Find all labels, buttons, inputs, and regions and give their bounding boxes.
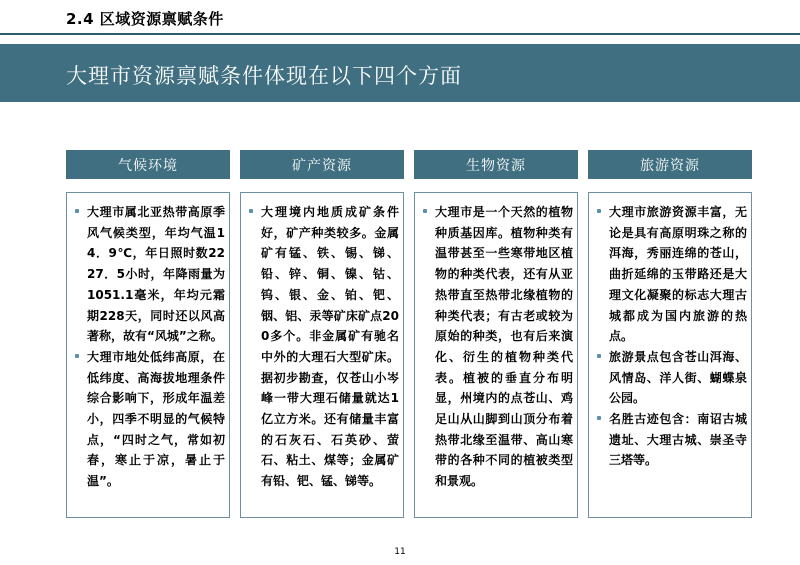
column-header: 矿产资源 bbox=[240, 150, 404, 179]
column-climate bbox=[66, 150, 230, 518]
column-header: 生物资源 bbox=[414, 150, 578, 179]
section-title: 2.4 区域资源禀赋条件 bbox=[66, 10, 224, 28]
item-text: 大理市属北亚热带高原季风气候类型，年均气温14．9℃，年日照时数2227．5小时，年降雨量为1051.1毫米，年均元霜期228天，同时还以风高著称，故有“风城”之称。 bbox=[87, 205, 225, 344]
list-item bbox=[593, 409, 747, 471]
column-biology bbox=[414, 150, 578, 518]
bullet-icon bbox=[75, 209, 79, 213]
title-banner bbox=[0, 44, 800, 102]
bullet-icon bbox=[249, 209, 253, 213]
column-header: 旅游资源 bbox=[588, 150, 752, 179]
item-text: 大理市旅游资源丰富，无论是具有高原明珠之称的洱海，秀丽连绵的苍山，曲折延绵的玉带路还是大理文化凝聚的标志大理古城都成为国内旅游的热点。 bbox=[609, 205, 747, 344]
page-number: 11 bbox=[394, 547, 406, 557]
list-item bbox=[71, 202, 225, 347]
bullet-icon bbox=[597, 209, 601, 213]
column-tourism bbox=[588, 150, 752, 518]
list-item bbox=[419, 202, 573, 492]
top-divider bbox=[0, 33, 800, 35]
column-body bbox=[240, 192, 404, 518]
item-text: 名胜古迹包含：南诏古城遗址、大理古城、崇圣寺三塔等。 bbox=[609, 412, 747, 468]
column-header: 气候环境 bbox=[66, 150, 230, 179]
column-body bbox=[588, 192, 752, 518]
column-body bbox=[66, 192, 230, 518]
list-item bbox=[593, 347, 747, 409]
column-minerals bbox=[240, 150, 404, 518]
list-item bbox=[245, 202, 399, 492]
bullet-icon bbox=[597, 416, 601, 420]
item-text: 大理市地处低纬高原，在低纬度、高海拔地理条件综合影响下，形成年温差小，四季不明显的气候特点，“四时之气，常如初春，寒止于凉，暑止于温”。 bbox=[87, 349, 225, 489]
bullet-icon bbox=[597, 354, 601, 358]
bullet-icon bbox=[75, 354, 79, 358]
item-text: 旅游景点包含苍山洱海、风情岛、洋人街、蝴蝶泉公园。 bbox=[609, 349, 747, 406]
list-item bbox=[593, 202, 747, 347]
item-text: 大理境内地质成矿条件好，矿产种类较多。金属矿有锰、铁、锡、锑、铅、锌、铜、镍、钴、钨、银、金、铂、钯、铟、铝、汞等矿床矿点200多个。非金属矿有驰名中外的大理石大型矿床。据初步勘查，仅苍山小岑峰一带大理石储量就达1亿立方米。还有储量丰富的石灰石、石英砂、萤石、粘土、煤等；金属矿有铅、钯、锰、锑等。 bbox=[261, 205, 399, 489]
item-text: 大理市是一个天然的植物种质基因库。植物种类有温带甚至一些寒带地区植物的种类代表，还有从亚热带直至热带北缘植物的种类代表；有古老或较为原始的种类，也有后来演化、衍生的植物种类代表。植被的垂直分布明显，州境内的点苍山、鸡足山从山脚到山顶分布着热带北缘至温带、高山寒带的各种不同的植被类型和景观。 bbox=[435, 205, 573, 489]
list-item bbox=[71, 347, 225, 492]
banner-title: 大理市资源禀赋条件体现在以下四个方面 bbox=[66, 64, 462, 88]
column-body bbox=[414, 192, 578, 518]
bullet-icon bbox=[423, 209, 427, 213]
